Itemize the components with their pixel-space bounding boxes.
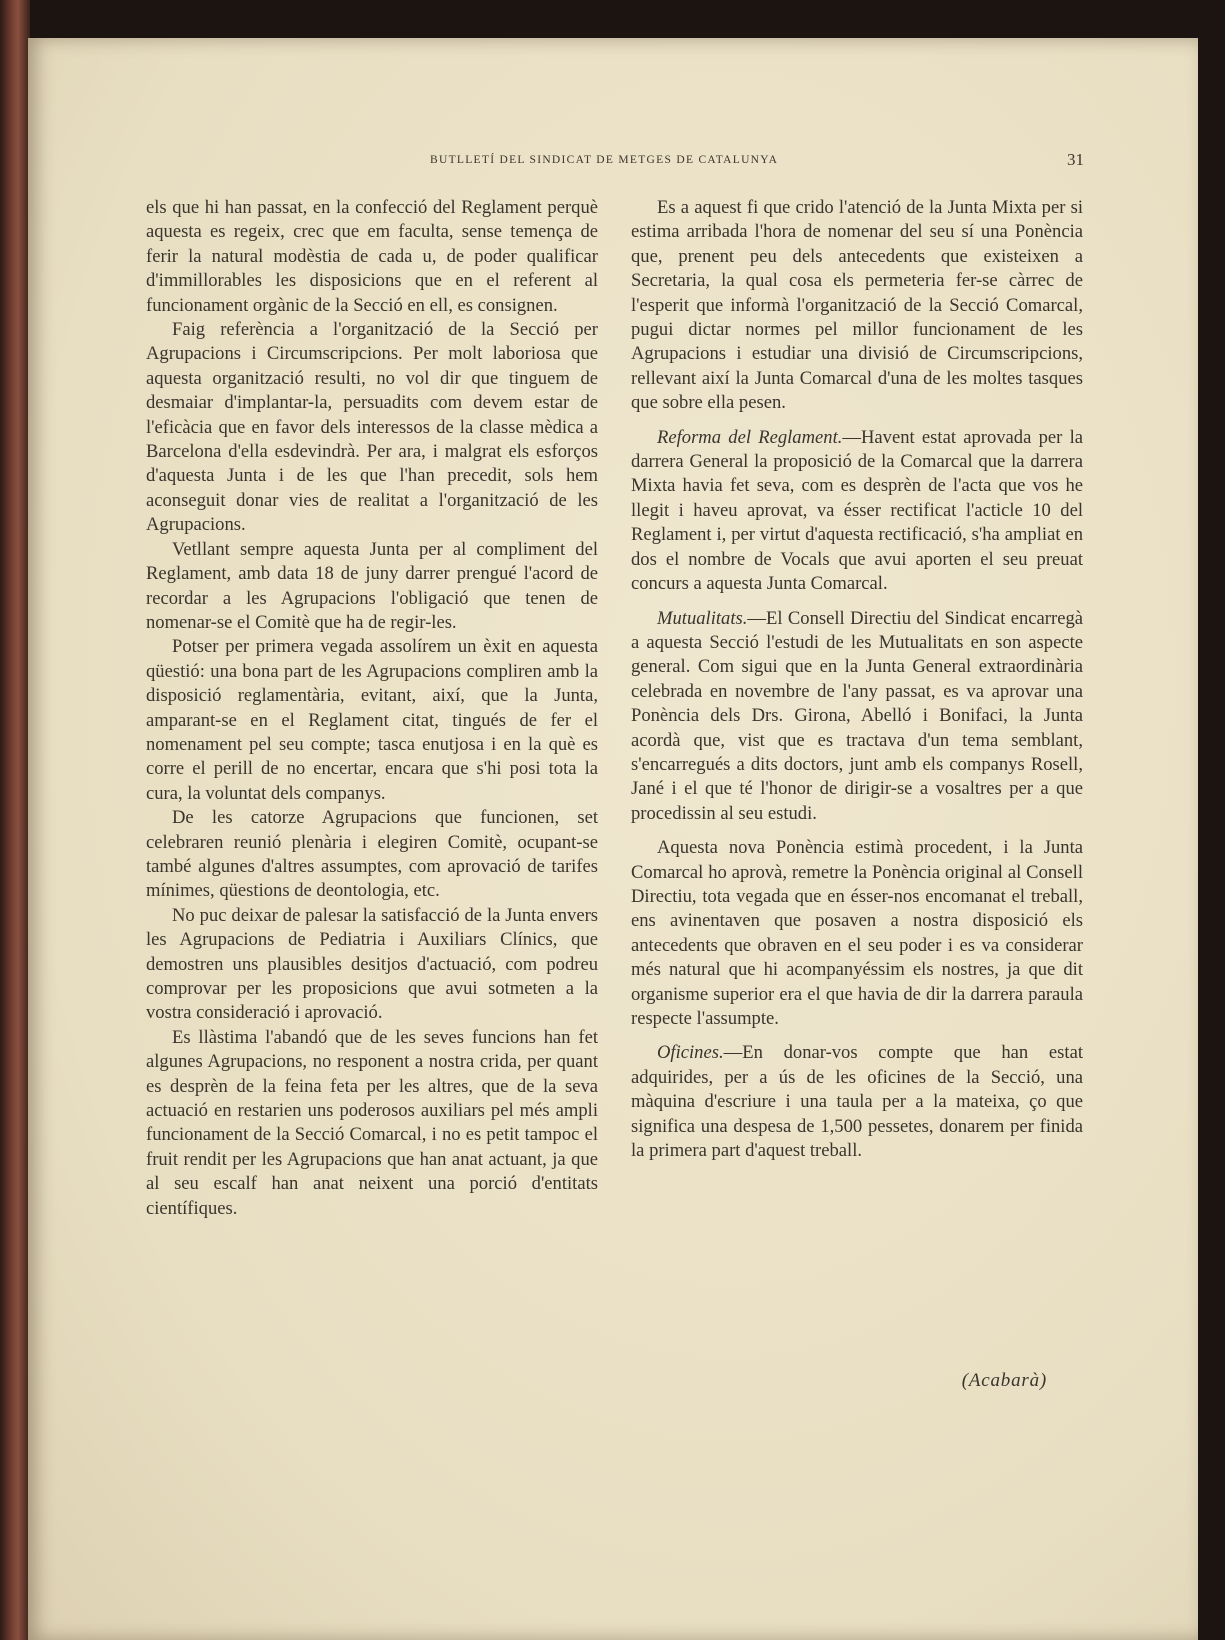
paragraph: Aquesta nova Ponència estimà procedent, i la Junta Comarcal ho aprovà, remetre la Ponència original al Consell Directiu, tota vegada que en ésser-nos encomanat el treball, ens avinentaven que posaven a nostra disposició els antecedents que obraven en el seu poder i es va considerar més natural que hi acompanyéssim els nostres, ja que dit organisme superior era el que havia de dir la darrera paraula respecte l'assumpte. [631,837,1083,1029]
paragraph: els que hi han passat, en la confecció del Reglament perquè aquesta es regeix, crec que em faculta, sense temença de ferir la natural modèstia de cada u, de poder qualificar d'immillorables les disposicions que en el referent al funcionament orgànic de la Secció en ell, es consignen. [146,197,598,316]
paragraph: Vetllant sempre aquesta Junta per al compliment del Reglament, amb data 18 de juny darrer prengué l'acord de recordar a les Agrupacions l'obligació que tenen de nomenar-se el Comitè que ha de regir-les. [146,538,598,633]
running-header [430,150,1110,174]
paragraph: No puc deixar de palesar la satisfacció de la Junta envers les Agrupacions de Pediatria i Auxiliars Clínics, que demostren uns plausibles desitjos d'actuació, com podreu comprovar per les proposicions que avui sotmeten a la vostra consideració i aprovació. [146,904,598,1024]
section-heading: Oficines. [657,1042,724,1064]
section-heading: Reforma del Reglament. [657,426,843,448]
paragraph: Es a aquest fi que crido l'atenció de la Junta Mixta per si estima arribada l'hora de nomenar del seu sí una Ponència que, prenent peu dels antecedents que existeixen a Secretaria, la qual cosa els permeteria fer-se càrrec de l'esperit que informà l'organització de la Secció Comarcal, pugui dictar normes pel millor funcionament de les Agrupacions i estudiar una divisió de Circumscripcions, rellevant així la Junta Comarcal d'una de les moltes tasques que sobre ella pesen. [631,197,1083,414]
paragraph-body: —En donar-vos compte que han estat adquirides, per a ús de les oficines de la Secció, una màquina d'escriure i una taula per a la mateixa, ço que significa una despesa de 1,500 pessetes, donarem per finida la primera part d'aquest treball. [631,1042,1083,1162]
book-binding-edge [0,0,30,1640]
right-column [631,196,1083,1163]
paragraph: Es llàstima l'abandó que de les seves funcions han fet algunes Agrupacions, no responent a nostra crida, per quant es desprèn de la feina feta per les altres, que de la seva actuació en restarien uns poderosos auxiliars pel més ampli funcionament de la Secció Comarcal, i no es petit tampoc el fruit rendit per les Agrupacions que han anat actuant, ja que al seu escalf han anat neixent una porció d'entitats científiques. [146,1026,598,1219]
paragraph: Faig referència a l'organització de la Secció per Agrupacions i Circumscripcions. Per molt laboriosa que aquesta organització resulti, no vol dir que tinguem de desmaiar d'implantar-la, persuadits com devem estar de l'eficàcia que en favor dels interessos de la classe mèdica a Barcelona d'ella esdevindrà. Per ara, i malgrat els esforços d'aquesta Junta i de les que l'han precedit, sols hem aconseguit donar vies de realitat a l'organització de les Agrupacions. [146,319,598,536]
paragraph: De les catorze Agrupacions que funcionen, set celebraren reunió plenària i elegiren Comitè, ocupant-se també algunes d'altres assumptes, com aprovació de tarifes mínimes, qüestions de deontologia, etc. [146,807,598,902]
paragraph-mutualitats [631,607,1083,827]
paragraph: Potser per primera vegada assolírem un èxit en aquesta qüestió: una bona part de les Agrupacions compliren amb la disposició reglamentària, evitant, així, que la Junta, amparant-se en el Reglament citat, tingués de fer el nomenament pel seu compte; tasca enutjosa i en la què es corre el perill de no encertar, encara que s'hi posi tota la cura, la voluntat dels companys. [146,636,598,804]
section-heading: Mutualitats. [657,607,748,629]
journal-title: BUTLLETÍ DEL SINDICAT DE METGES DE CATALUNYA [430,154,779,166]
left-column [146,196,598,1221]
paragraph-oficines [631,1041,1083,1163]
paragraph-body: —El Consell Directiu del Sindicat encarregà a aquesta Secció l'estudi de les Mutualitats en son aspecte general. Com sigui que en la Junta General extraordinària celebrada en novembre de l'any passat, es va aprovar una Ponència dels Drs. Girona, Abelló i Bonifaci, la Junta acordà que, vist que es tractava d'un tema semblant, s'encarregués a dits doctors, junt amb els companys Rosell, Jané i el que té l'honor de dirigir-se a vosaltres per a que procedissin al seu estudi. [631,607,1083,824]
continuation-note: (Acabarà) [961,1370,1047,1391]
paragraph-reforma [631,426,1083,597]
paragraph-body: —Havent estat aprovada per la darrera General la proposició de la Comarcal que la darrera Mixta havia fet seva, com es desprèn de l'acta que vos he llegit i haveu aprovat, va ésser rectificat l'acticle 10 del Reglament i, per virtut d'aquesta rectificació, s'ha ampliat en dos el nombre de Vocals que avui aporten el seu preuat concurs a aquesta Junta Comarcal. [631,426,1083,595]
page-number: 31 [1067,150,1084,169]
